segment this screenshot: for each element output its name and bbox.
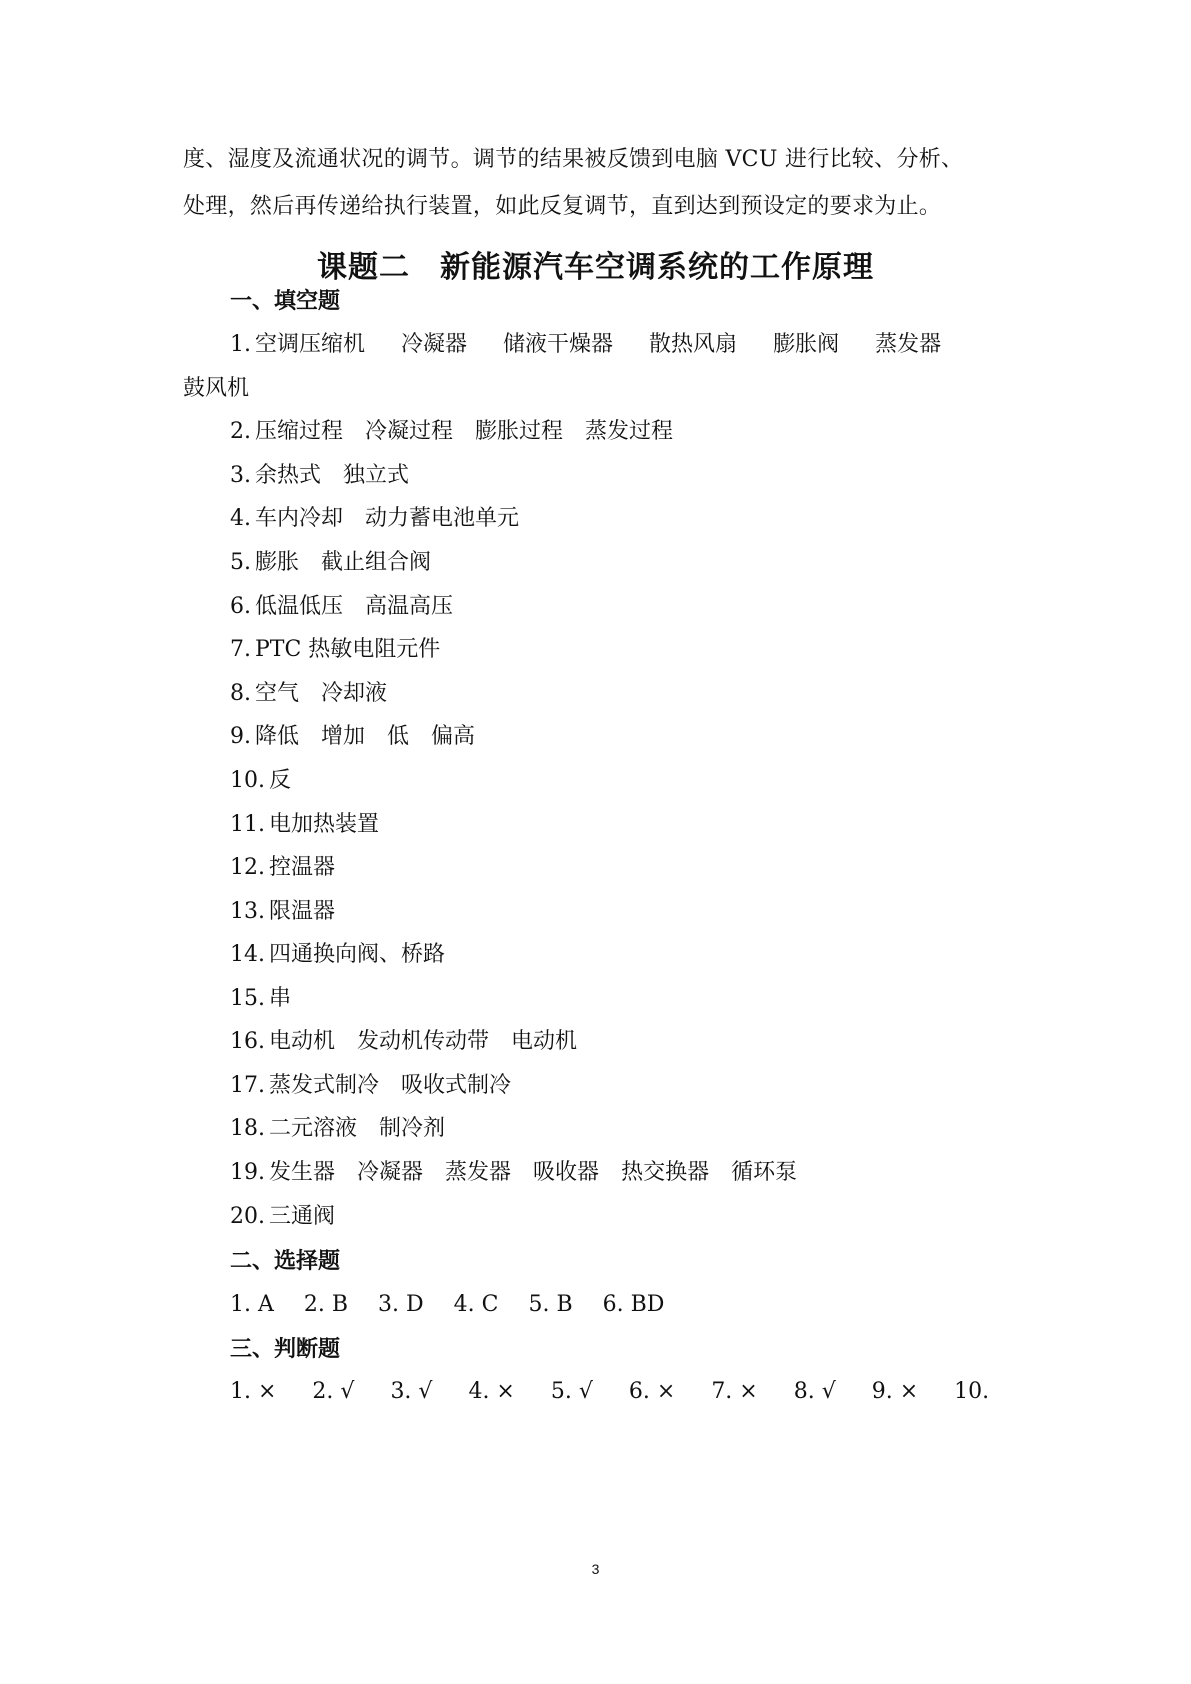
answer-term: 制冷剂 (379, 1116, 446, 1141)
fill-blank-item (230, 1158, 819, 1188)
answer-entry: 3. D (378, 1292, 424, 1317)
answer-term: 吸收器 (533, 1160, 600, 1185)
fill-blank-item (230, 853, 357, 883)
answer-term: 串 (269, 986, 292, 1011)
answer-term: 低 (387, 724, 410, 749)
answer-term: 蒸发器 (875, 332, 942, 357)
answer-term: 余热式 (255, 463, 322, 488)
fill-blank-item (230, 810, 401, 840)
answer-entry: 4. C (453, 1292, 499, 1317)
item-number: 9. (230, 724, 251, 749)
answer-entry: 7. × (711, 1379, 758, 1404)
answer-term: 车内冷却 (255, 506, 344, 531)
answer-term: 电加热装置 (269, 812, 380, 837)
item-number: 18. (230, 1116, 265, 1141)
true-false-heading: 三、判断题 (230, 1336, 341, 1362)
item-number: 8. (230, 681, 251, 706)
multiple-choice-answers (230, 1290, 694, 1320)
item-number: 17. (230, 1073, 265, 1098)
item-number: 10. (230, 768, 265, 793)
section-title-part2: 新能源汽车空调系统的工作原理 (440, 250, 874, 285)
fill-blank-item (230, 984, 313, 1014)
answer-term: 压缩过程 (255, 419, 344, 444)
item-continuation: 鼓风机 (183, 376, 250, 401)
fill-blank-heading: 一、填空题 (230, 288, 341, 314)
answer-term: 限温器 (269, 899, 336, 924)
answer-term: 降低 (255, 724, 300, 749)
item-number: 13. (230, 899, 265, 924)
answer-term: 四通换向阀、桥路 (269, 942, 446, 967)
fill-blank-item (230, 1071, 533, 1101)
true-false-answers (230, 1377, 1025, 1407)
answer-term: 发动机传动带 (357, 1029, 490, 1054)
multiple-choice-heading: 二、选择题 (230, 1248, 341, 1274)
answer-entry: 3. √ (390, 1379, 433, 1404)
item-number: 7. (230, 637, 251, 662)
item-number: 11. (230, 812, 265, 837)
answer-term: 膨胀 (255, 550, 300, 575)
answer-entry: 2. B (303, 1292, 349, 1317)
item-number: 12. (230, 855, 265, 880)
answer-term: 增加 (321, 724, 366, 749)
answer-term: 冷凝器 (401, 332, 468, 357)
answer-term: 独立式 (343, 463, 410, 488)
answer-entry: 6. BD (602, 1292, 665, 1317)
answer-term: 空调压缩机 (255, 332, 366, 357)
answer-entry: 4. × (468, 1379, 515, 1404)
answer-term: PTC 热敏电阻元件 (255, 637, 441, 662)
page-number: 3 (591, 1561, 600, 1577)
item-number: 15. (230, 986, 265, 1011)
item-number: 6. (230, 594, 251, 619)
answer-entry: 1. × (230, 1379, 277, 1404)
answer-term: 散热风扇 (649, 332, 738, 357)
fill-blank-item (230, 1202, 357, 1232)
answer-term: 偏高 (431, 724, 476, 749)
answer-term: 蒸发器 (445, 1160, 512, 1185)
answer-term: 储液干燥器 (503, 332, 614, 357)
fill-blank-item (230, 940, 467, 970)
fill-blank-item (230, 1027, 599, 1057)
answer-term: 冷凝器 (357, 1160, 424, 1185)
answer-term: 空气 (255, 681, 300, 706)
intro-line-2: 处理，然后再传递给执行装置，如此反复调节，直到达到预设定的要求为止。 (183, 194, 942, 219)
answer-term: 动力蓄电池单元 (365, 506, 520, 531)
answer-entry: 5. √ (550, 1379, 593, 1404)
fill-blank-item (230, 679, 409, 709)
answer-term: 截止组合阀 (321, 550, 432, 575)
item-number: 16. (230, 1029, 265, 1054)
answer-term: 发生器 (269, 1160, 336, 1185)
answer-term: 冷凝过程 (365, 419, 454, 444)
answer-term: 二元溶液 (269, 1116, 358, 1141)
answer-entry: 9. × (871, 1379, 919, 1404)
item-number: 19. (230, 1160, 265, 1185)
section-title (0, 246, 1191, 290)
answer-term: 冷却液 (321, 681, 388, 706)
fill-blank-item (230, 592, 475, 622)
answer-term: 电动机 (511, 1029, 578, 1054)
answer-entry: 5. B (528, 1292, 573, 1317)
fill-blank-item (230, 1114, 467, 1144)
item-number: 1. (230, 332, 251, 357)
answer-term: 电动机 (269, 1029, 336, 1054)
answer-term: 蒸发式制冷 (269, 1073, 380, 1098)
item-number: 14. (230, 942, 265, 967)
item-number: 4. (230, 506, 251, 531)
answer-term: 循环泵 (731, 1160, 798, 1185)
answer-term: 三通阀 (269, 1204, 336, 1229)
section-title-part1: 课题二 (317, 250, 410, 285)
item-number: 20. (230, 1204, 265, 1229)
fill-blank-item (230, 417, 695, 447)
intro-line-1: 度、湿度及流通状况的调节。调节的结果被反馈到电脑 VCU 进行比较、分析、 (183, 147, 964, 172)
fill-blank-item (230, 897, 357, 927)
fill-blank-item (230, 548, 453, 578)
fill-blank-item (230, 461, 431, 491)
fill-blank-item (230, 722, 497, 752)
answer-term: 低温低压 (255, 594, 344, 619)
answer-entry: 1. A (230, 1292, 274, 1317)
answer-term: 蒸发过程 (585, 419, 674, 444)
answer-entry: 2. √ (312, 1379, 355, 1404)
fill-blank-item (230, 635, 462, 665)
item-number: 2. (230, 419, 251, 444)
answer-term: 控温器 (269, 855, 336, 880)
answer-term: 膨胀过程 (475, 419, 564, 444)
answer-entry: 6. × (628, 1379, 676, 1404)
answer-term: 热交换器 (621, 1160, 710, 1185)
answer-entry: 8. √ (793, 1379, 836, 1404)
fill-blank-item (230, 504, 541, 534)
answer-entry: 10. (954, 1379, 990, 1404)
fill-blank-item (230, 330, 977, 360)
answer-term: 反 (269, 768, 292, 793)
item-number: 3. (230, 463, 251, 488)
answer-term: 高温高压 (365, 594, 454, 619)
fill-blank-item (230, 766, 313, 796)
answer-term: 吸收式制冷 (401, 1073, 512, 1098)
item-number: 5. (230, 550, 251, 575)
answer-term: 膨胀阀 (773, 332, 840, 357)
